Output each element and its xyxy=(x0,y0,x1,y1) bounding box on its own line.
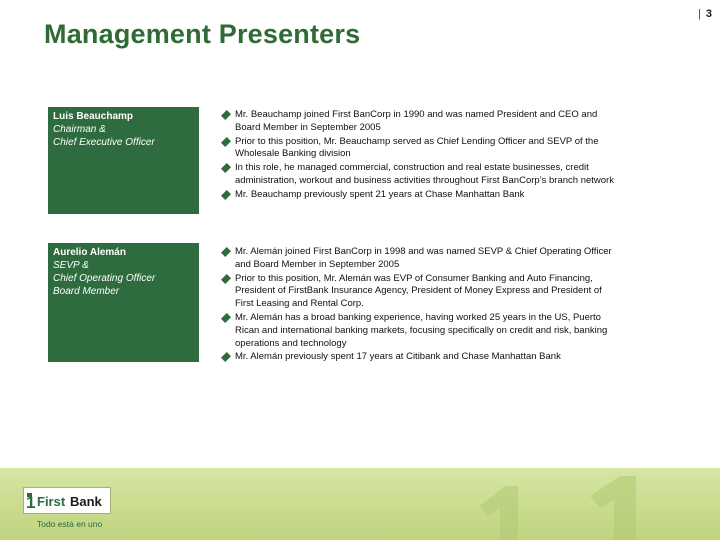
presenter-name: Aurelio Alemán xyxy=(53,247,126,258)
page-separator: | xyxy=(697,8,701,20)
list-item xyxy=(220,189,620,202)
logo-tagline: Todo está en uno xyxy=(37,519,103,529)
logo-word-first: First xyxy=(37,494,66,509)
bullet-text: Mr. Beauchamp joined First BanCorp in 1990 and was named President and CEO and Board Member in September 2005 xyxy=(235,109,598,133)
presenter-name: Luis Beauchamp xyxy=(53,111,134,122)
presenter-card-beauchamp xyxy=(48,107,199,214)
diamond-bullet-icon xyxy=(221,110,231,120)
presenter-role: Chairman & xyxy=(53,124,106,135)
diamond-bullet-icon xyxy=(221,190,231,200)
bullet-text: Mr. Alemán joined First BanCorp in 1998 and was named SEVP & Chief Operating Officer and Board Member in September 2005 xyxy=(235,246,612,270)
firstbank-logo xyxy=(23,487,111,514)
logo-word-bank: Bank xyxy=(70,494,102,509)
list-item xyxy=(220,246,620,272)
list-item xyxy=(220,351,620,364)
page-title: Management Presenters xyxy=(44,19,361,49)
list-item xyxy=(220,136,620,162)
bullet-text: In this role, he managed commercial, construction and real estate businesses, credit administration, workout and business activities throughout First BanCorp’s branch network xyxy=(235,162,614,186)
list-item xyxy=(220,273,620,311)
list-item xyxy=(220,162,620,188)
bullet-text: Prior to this position, Mr. Alemán was EVP of Consumer Banking and Auto Financing, President of FirstBank Insurance Agency, President of Money Express and President of First Leasing and Rental Corp. xyxy=(235,272,602,310)
firstbank-logo-icon xyxy=(24,488,110,513)
diamond-bullet-icon xyxy=(221,137,231,147)
watermark-one-icon xyxy=(460,468,680,540)
diamond-bullet-icon xyxy=(221,247,231,257)
diamond-bullet-icon xyxy=(221,163,231,173)
diamond-bullet-icon xyxy=(221,313,231,323)
diamond-bullet-icon xyxy=(221,352,231,362)
page-number xyxy=(698,8,712,20)
list-item xyxy=(220,312,620,350)
presenter-role: SEVP & xyxy=(53,260,89,271)
presenter-card-aleman xyxy=(48,243,199,362)
logo-mark: 1 xyxy=(26,493,36,512)
bullet-text: Mr. Alemán has a broad banking experience, having worked 25 years in the US, Puerto Rican and international banking markets, focusing specifically on credit and risk, banking operations and technology xyxy=(235,311,608,349)
bullet-text: Mr. Alemán previously spent 17 years at Citibank and Chase Manhattan Bank xyxy=(235,351,561,363)
list-item xyxy=(220,109,620,135)
bullet-text: Mr. Beauchamp previously spent 21 years at Chase Manhattan Bank xyxy=(235,188,525,200)
bullet-list-aleman xyxy=(220,246,620,365)
presenter-role: Chief Executive Officer xyxy=(53,137,155,148)
diamond-bullet-icon xyxy=(221,274,231,284)
bullet-text: Prior to this position, Mr. Beauchamp served as Chief Lending Officer and SEVP of the Wholesale Banking division xyxy=(235,135,599,160)
bullet-list-beauchamp xyxy=(220,109,620,203)
presenter-role: Board Member xyxy=(53,286,120,297)
presenter-role: Chief Operating Officer xyxy=(53,273,156,284)
page-number-value: 3 xyxy=(705,8,712,20)
